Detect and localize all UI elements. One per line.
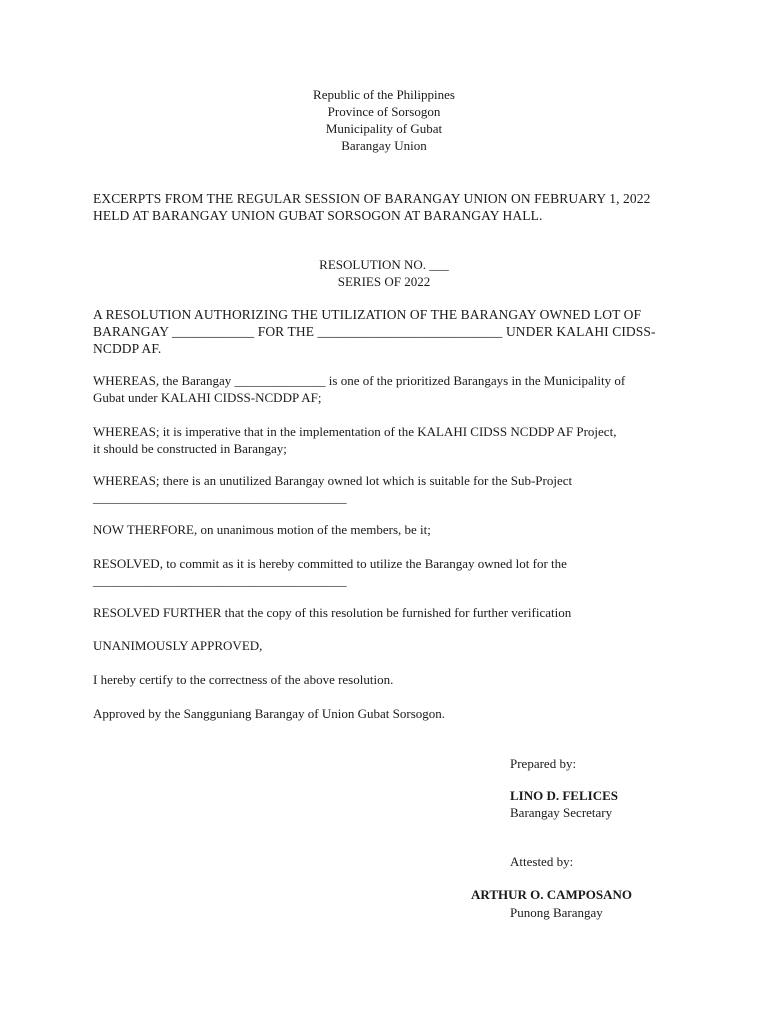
resolution-number: RESOLUTION NO. ___ — [319, 257, 449, 272]
resolution-series: SERIES OF 2022 — [337, 274, 431, 289]
document-header — [0, 86, 768, 154]
excerpt-line: HELD AT BARANGAY UNION GUBAT SORSOGON AT BARANGAY HALL. — [93, 208, 543, 223]
whereas-paragraph-1 — [93, 372, 683, 406]
whereas-paragraph-2 — [93, 423, 683, 457]
resolved-further-text: RESOLVED FURTHER that the copy of this resolution be furnished for further verification — [93, 605, 572, 620]
whereas-paragraph-3 — [93, 472, 683, 506]
approved-paragraph — [93, 705, 683, 722]
attested-by-label: Attested by: — [510, 854, 574, 869]
resolution-title — [93, 306, 683, 357]
now-therefore-text: NOW THERFORE, on unanimous motion of the members, be it; — [93, 522, 431, 537]
header-municipality: Municipality of Gubat — [325, 121, 443, 136]
resolution-heading — [0, 256, 768, 290]
blank-line: _______________________________________ — [93, 573, 347, 588]
unanimously-text: UNANIMOUSLY APPROVED, — [93, 638, 263, 653]
approved-text: Approved by the Sangguniang Barangay of Union Gubat Sorsogon. — [93, 706, 446, 721]
resolved-further-paragraph — [93, 604, 683, 621]
whereas-line: WHEREAS; there is an unutilized Barangay owned lot which is suitable for the Sub-Project — [93, 473, 573, 488]
secretary-name: LINO D. FELICES — [510, 788, 618, 803]
header-province: Province of Sorsogon — [327, 104, 441, 119]
title-line: BARANGAY ____________ FOR THE ___________________________ UNDER KALAHI CIDSS- — [93, 324, 656, 339]
certify-paragraph — [93, 671, 683, 688]
title-line: A RESOLUTION AUTHORIZING THE UTILIZATION OF THE BARANGAY OWNED LOT OF — [93, 307, 642, 322]
excerpt-line: EXCERPTS FROM THE REGULAR SESSION OF BARANGAY UNION ON FEBRUARY 1, 2022 — [93, 191, 651, 206]
resolved-paragraph — [93, 555, 683, 589]
secretary-title: Barangay Secretary — [510, 805, 613, 820]
captain-name: ARTHUR O. CAMPOSANO — [471, 887, 632, 902]
excerpt-paragraph — [93, 190, 683, 224]
title-line: NCDDP AF. — [93, 341, 162, 356]
captain-title: Punong Barangay — [510, 905, 603, 920]
unanimously-paragraph — [93, 637, 683, 654]
prepared-by-label: Prepared by: — [510, 756, 577, 771]
whereas-line: Gubat under KALAHI CIDSS-NCDDP AF; — [93, 390, 322, 405]
whereas-line: it should be constructed in Barangay; — [93, 441, 287, 456]
now-therefore-paragraph — [93, 521, 683, 538]
header-republic: Republic of the Philippines — [313, 87, 455, 102]
whereas-line: WHEREAS; it is imperative that in the implementation of the KALAHI CIDSS NCDDP AF Project, — [93, 424, 617, 439]
header-barangay: Barangay Union — [341, 138, 427, 153]
certify-text: I hereby certify to the correctness of the above resolution. — [93, 672, 394, 687]
whereas-line: WHEREAS, the Barangay ______________ is one of the prioritized Barangays in the Municipality of — [93, 373, 626, 388]
resolved-line: RESOLVED, to commit as it is hereby committed to utilize the Barangay owned lot for the — [93, 556, 567, 571]
blank-line: _______________________________________ — [93, 490, 347, 505]
